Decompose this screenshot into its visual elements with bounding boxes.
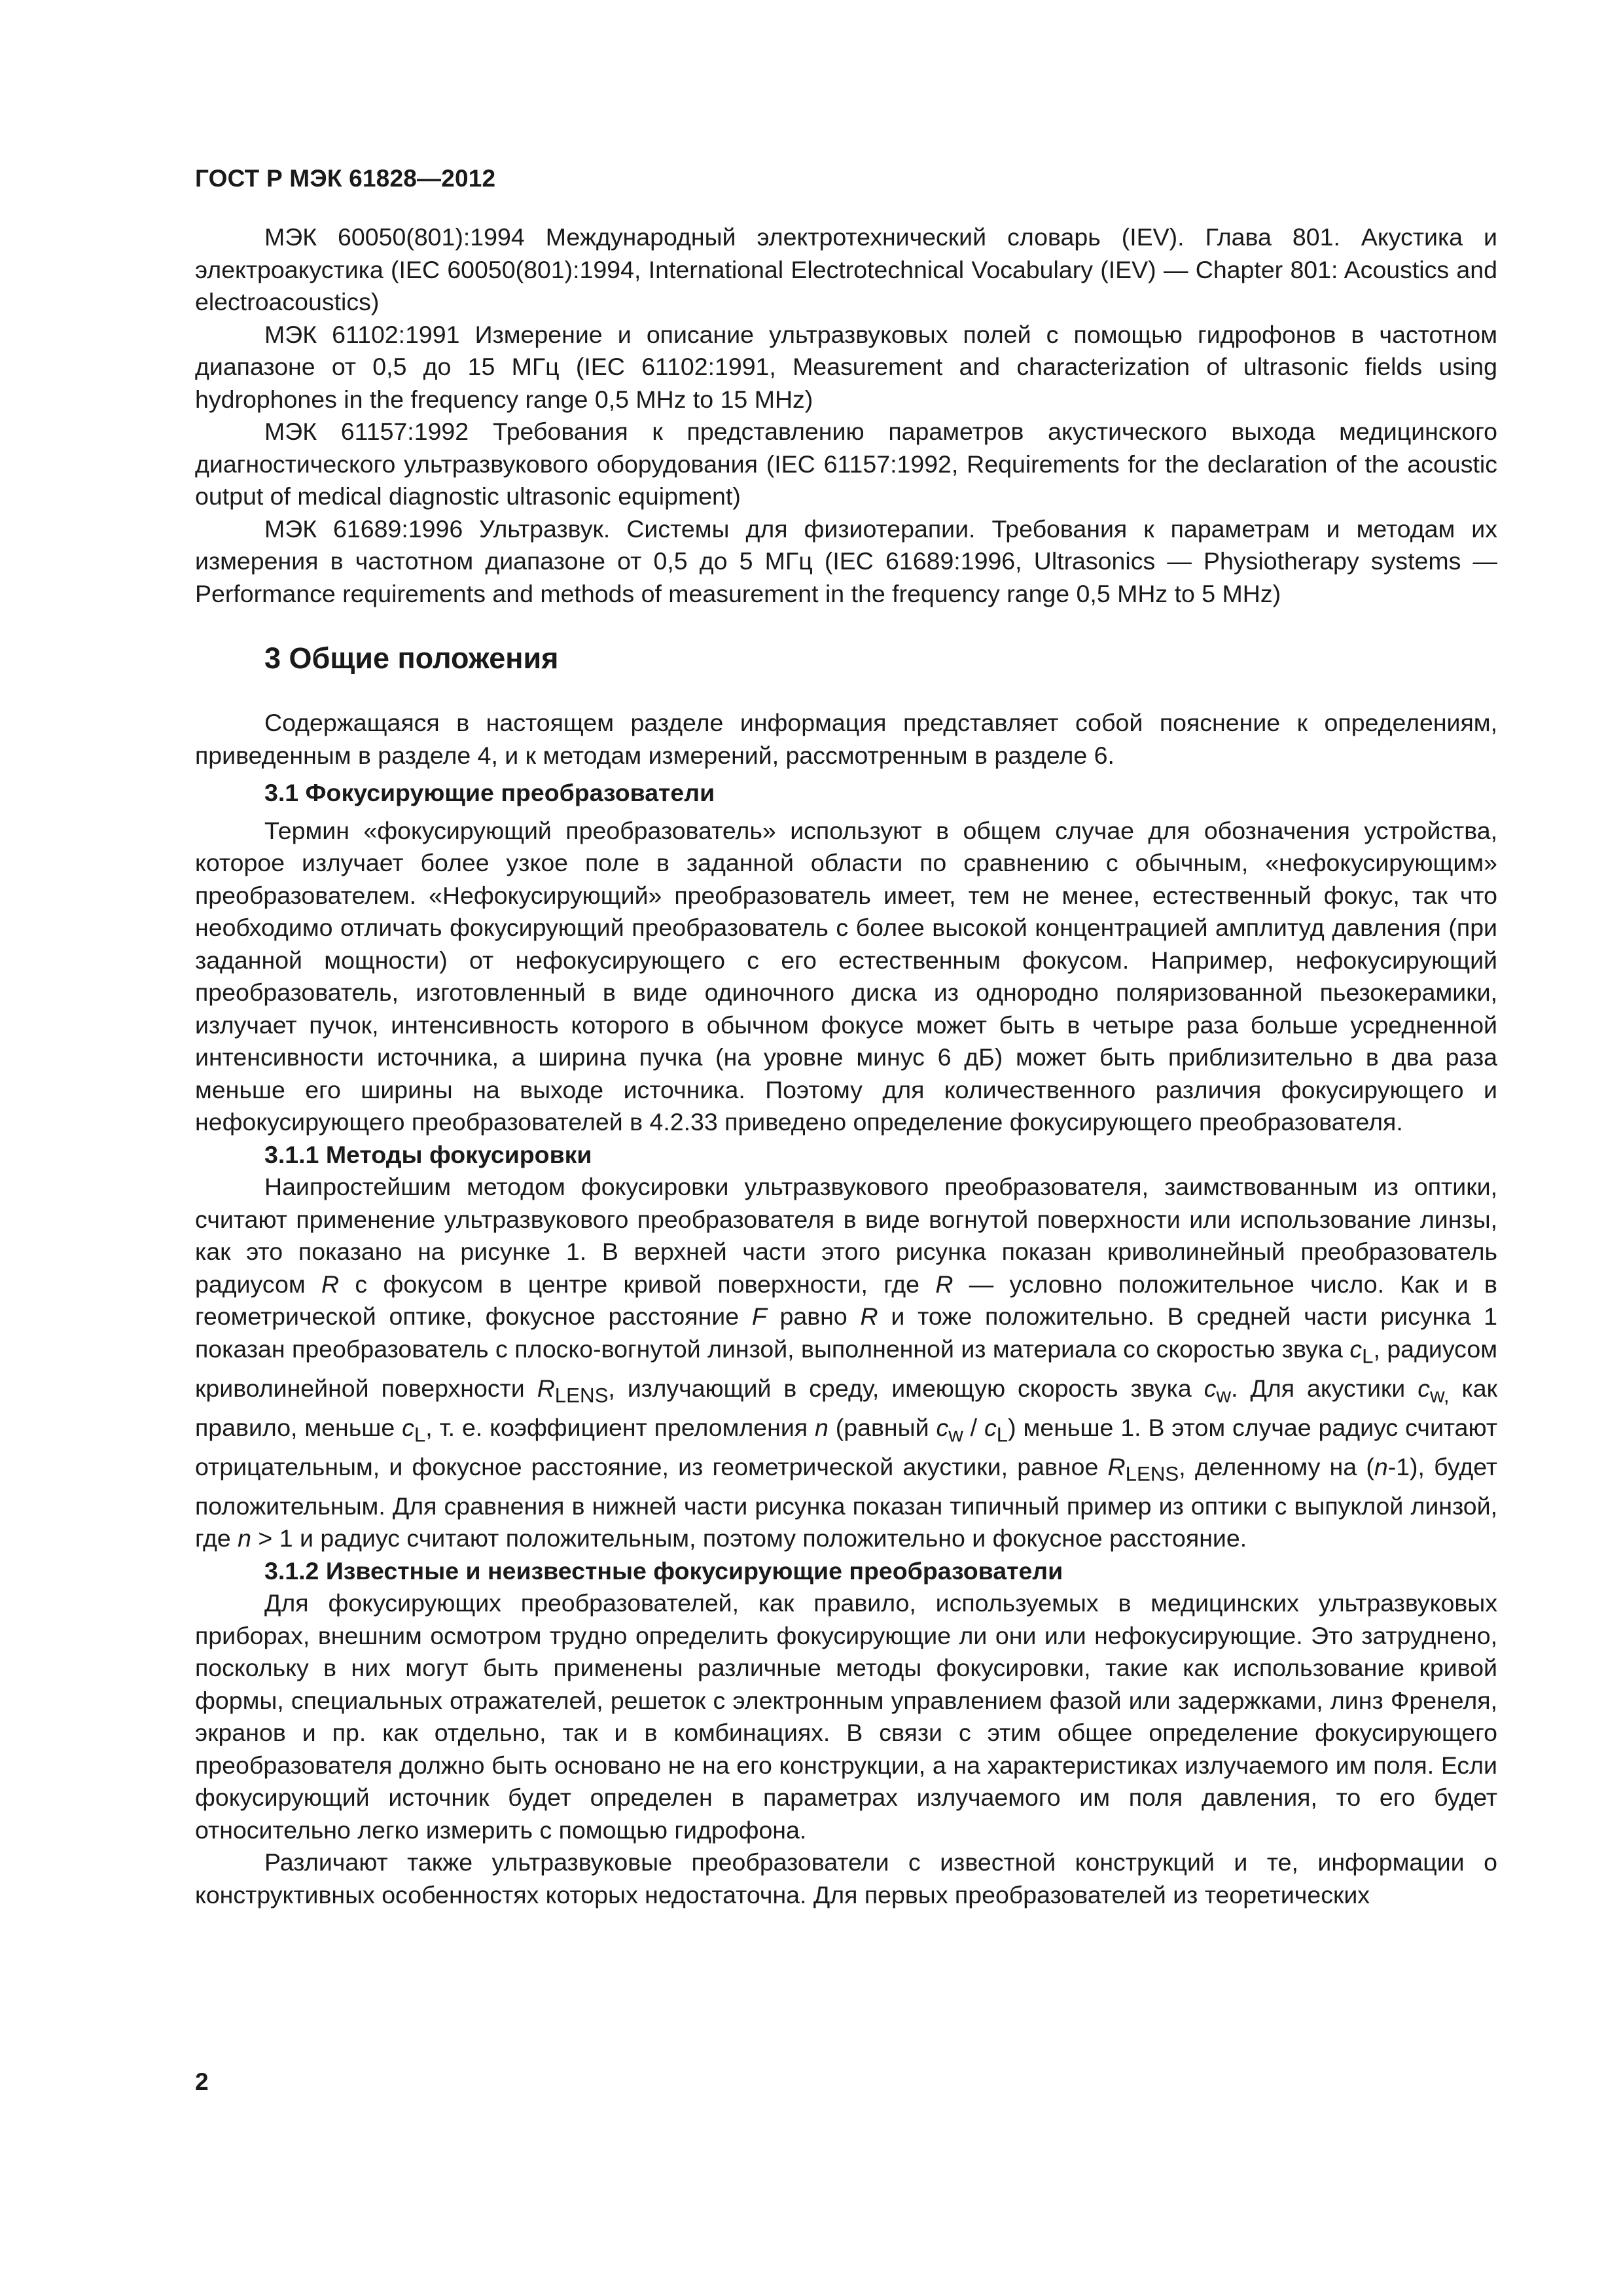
section-3-1-paragraph: Термин «фокусирующий преобразователь» используют в общем случае для обозначения устройства, которое излучает более узкое поле в заданной области по сравнению с обычным, «нефокусирующим» преобразователем. «Нефокусирующий» преобразователь имеет, тем не менее, естественный фокус, так что необходимо отличать фокусирующий преобразователь с более высокой концентрацией амплитуд давления (при заданной мощности) от нефокусирующего с его естественным фокусом. Например, нефокусирующий преобразователь, изготовленный в виде одиночного диска из однородно поляризованной пьезокерамики, излучает пучок, интенсивность которого в обычном фокусе может быть в четыре раза больше усредненной интенсивности источника, а ширина пучка (на уровне минус 6 дБ) может быть приблизительно в два раза меньше его ширины на выходе источника. Поэтому для количественного различия фокусирующего и нефокусирующего преобразователей в 4.2.33 приведено определение фокусирующего преобразователя. [195,816,1497,1136]
symbol-c: c [1418,1374,1430,1402]
page-number: 2 [195,2068,209,2095]
symbol-F: F [751,1302,767,1330]
symbol-R: R [935,1270,954,1298]
symbol-c: c [936,1413,949,1441]
section-3-1-2-title: 3.1.2 Известные и неизвестные фокусирующие преобразователи [264,1556,1063,1585]
section-3-1-2-paragraph: Различают также ультразвуковые преобразователи с известной конструкций и те, информации о конструктивных особенностях которых недостаточна. Для первых преобразователей из теоретических [195,1848,1497,1909]
subscript: L [1362,1344,1374,1367]
section-3-intro: Содержащаяся в настоящем разделе информация представляет собой пояснение к определениям, приведенным в разделе 4, и к методам измерений, рассмотренным в разделе 6. [195,709,1497,769]
subscript: LENS [554,1384,609,1407]
reference-paragraph: МЭК 61689:1996 Ультразвук. Системы для физиотерапии. Требования к параметрам и методам их измерения в частотном диапазоне от 0,5 до 5 МГц (IEC 61689:1996, Ultrasonics — Physiotherapy systems — Performance requirements and methods of measurement in the frequency range 0,5 MHz to 5 MHz) [195,514,1497,607]
section-3-title: 3 Общие положения [264,641,559,675]
subscript: w, [1429,1384,1450,1407]
subscript: L [414,1423,426,1446]
section-3-1-2-paragraph: Для фокусирующих преобразователей, как правило, используемых в медицинских ультразвуковых приборах, внешним осмотром трудно определить фокусирующие ли они или нефокусирующие. Это затруднено, поскольку в них могут быть применены различные методы фокусировки, такие как использование кривой формы, специальных отражателей, решеток с электронным управлением фазой или задержками, линз Френеля, экранов и пр. как отдельно, так и в комбинациях. В связи с этим общее определение фокусирующего преобразователя должно быть основано не на его конструкции, а на характеристиках излучаемого им поля. Если фокусирующий источник будет определен в параметрах излучаемого им поля давления, то его будет относительно легко измерить с помощью гидрофона. [195,1589,1497,1844]
section-3-1-1-paragraph: Наипростейшим методом фокусировки ультразвукового преобразователя, заимствованным из оптики, считают применение ультразвукового преобразователя в виде вогнутой поверхности или использование линзы, как это показано на рисунке 1. В верхней части этого рисунка показан криволинейный преобразователь радиусом R с фокусом в центре кривой поверхности, где R — условно положительное число. Как и в геометрической оптике, фокусное расстояние F равно R и тоже положительно. В средней части рисунка 1 показан преобразователь с плоско-вогнутой линзой, выполненной из материала со скоростью звука $c_L$, радиусом криволинейной поверхности $R_{LENS}$, излучающий в среду, имеющую скорость звука $c_w$. Для акустики $c_{w,}$ как правило, меньше $c_L$, т. е. коэффициент преломления n (равный $c_w / c_L$) меньше 1. В этом случае радиус считают отрицательным, и фокусное расстояние, из геометрической акустики, равное $R_{LENS}$, деленному на (n-1), будет положительным. Для сравнения в нижней части рисунка показан типичный пример из оптики с выпуклой линзой, где n > 1 и радиус считают положительным, поэтому положительно и фокусное расстояние. [195,1173,1497,1552]
reference-paragraph: МЭК 61157:1992 Требования к представлению параметров акустического выхода медицинского диагностического ультразвукового оборудования (IEC 61157:1992, Requirements for the declaration of the acoustic output of medical diagnostic ultrasonic equipment) [195,418,1497,510]
symbol-n: n [238,1524,252,1552]
symbol-c: c [1204,1374,1217,1402]
symbol-c: c [1349,1335,1363,1363]
symbol-R: R [1107,1452,1126,1480]
symbol-R: R [537,1374,555,1402]
subscript: w [1216,1384,1232,1407]
section-3-1-title: 3.1 Фокусирующие преобразователи [264,779,715,806]
symbol-c: c [402,1413,414,1441]
symbol-n: n [815,1413,829,1441]
symbol-R: R [860,1302,878,1330]
symbol-c: c [984,1413,997,1441]
symbol-n: n [1374,1452,1388,1480]
section-3-1-1-title: 3.1.1 Методы фокусировки [264,1140,592,1168]
page-header-standard-code: ГОСТ Р МЭК 61828—2012 [195,165,496,192]
reference-paragraph: МЭК 61102:1991 Измерение и описание ультразвуковых полей с помощью гидрофонов в частотном диапазоне от 0,5 до 15 МГц (IEC 61102:1991, Measurement and characterization of ultrasonic fields using hydrophones in the frequency range 0,5 MHz to 15 MHz) [195,320,1497,413]
symbol-R: R [321,1270,340,1298]
document-body [195,221,1497,1911]
subscript: w [948,1423,963,1446]
subscript: LENS [1125,1462,1179,1485]
subscript: L [996,1423,1008,1446]
reference-paragraph: МЭК 60050(801):1994 Международный электротехнический словарь (IEV). Глава 801. Акустика и электроакустика (IEC 60050(801):1994, International Electrotechnical Vocabulary (IEV) — Chapter 801: Acoustics and electroacoustics) [195,223,1497,315]
